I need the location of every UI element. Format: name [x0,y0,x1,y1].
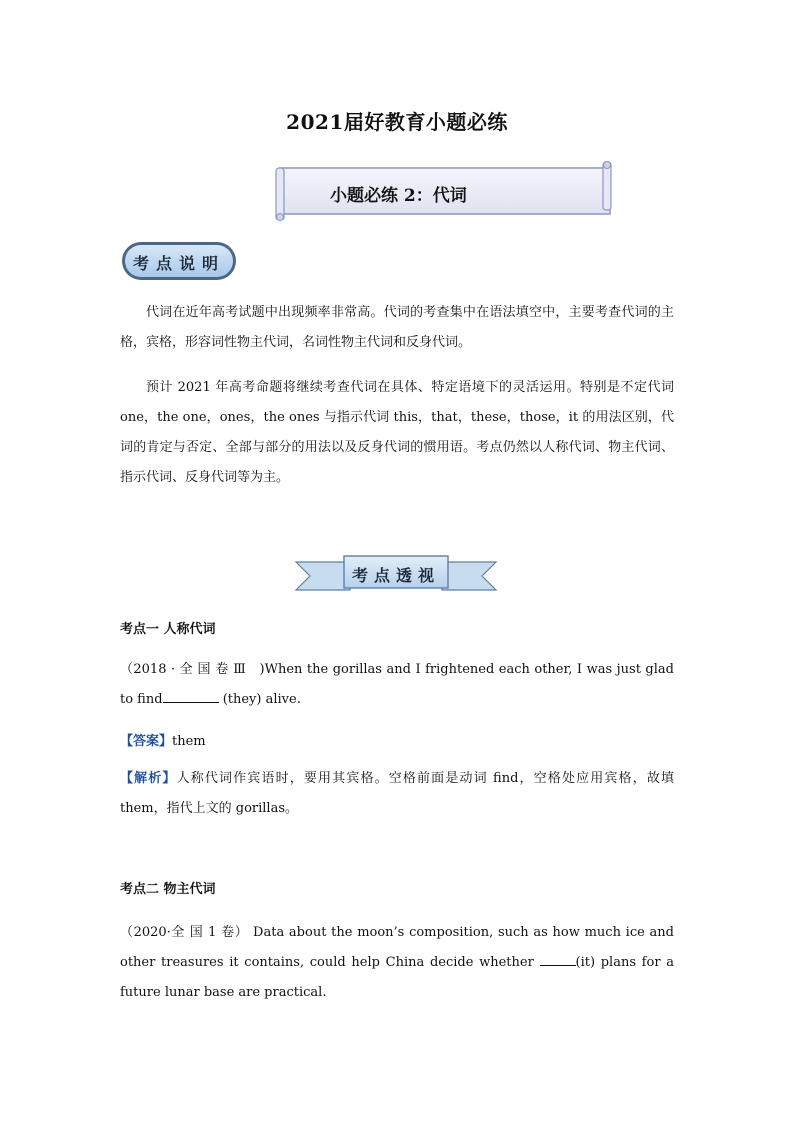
question-text-end: (they) alive. [218,692,301,707]
point-1-analysis [120,764,674,824]
document-title: 2021届好教育小题必练 [286,110,508,134]
answer-blank [540,952,576,966]
point-1-question [120,655,674,715]
answer-text: them [172,734,206,749]
question-text: （2020·全 国 1 卷） Data about the moon’s composition, such as how much ice and other treasures it contains, could help China decide whether [120,925,674,970]
answer-label: 【答案】 [120,734,173,749]
point-1-heading: 考点一 人称代词 [120,622,216,637]
question-text: （2018 · 全 国 卷 Ⅲ )When the gorillas and I frightened each other, I was just glad to find [120,662,674,707]
overview-paragraph-2: 预计 2021 年高考命题将继续考查代词在具体、特定语境下的灵活运用。特别是不定代词 one，the one，ones，the ones 与指示代词 this，that，these，those，it 的用法区别，代词的肯定与否定、全部与部分的用法以及反身代词的惯用语。考点仍然以人称代词、物主代词、指示代词、反身代词等为主。 [120,380,674,485]
title-scroll-banner [272,160,614,222]
point-1-answer [120,727,674,757]
question-text-end: (it) plans for a future lunar base are practical. [120,955,674,1000]
focus-ribbon [294,552,498,596]
overview-paragraph-1: 代词在近年高考试题中出现频率非常高。代词的考查集中在语法填空中，主要考查代词的主格，宾格，形容词性物主代词，名词性物主代词和反身代词。 [120,305,674,350]
point-2-question [120,918,674,1008]
point-2-heading: 考点二 物主代词 [120,882,216,897]
analysis-text: 人称代词作宾语时，要用其宾格。空格前面是动词 find，空格处应用宾格，故填 them，指代上文的 gorillas。 [120,771,674,816]
analysis-label: 【解析】 [120,771,177,786]
ribbon-label: 考点透视 [351,566,440,585]
badge-label: 考点说明 [132,254,225,273]
section-title: 小题必练 2：代词 [330,186,467,206]
answer-blank [163,689,219,703]
overview-badge [120,240,238,282]
